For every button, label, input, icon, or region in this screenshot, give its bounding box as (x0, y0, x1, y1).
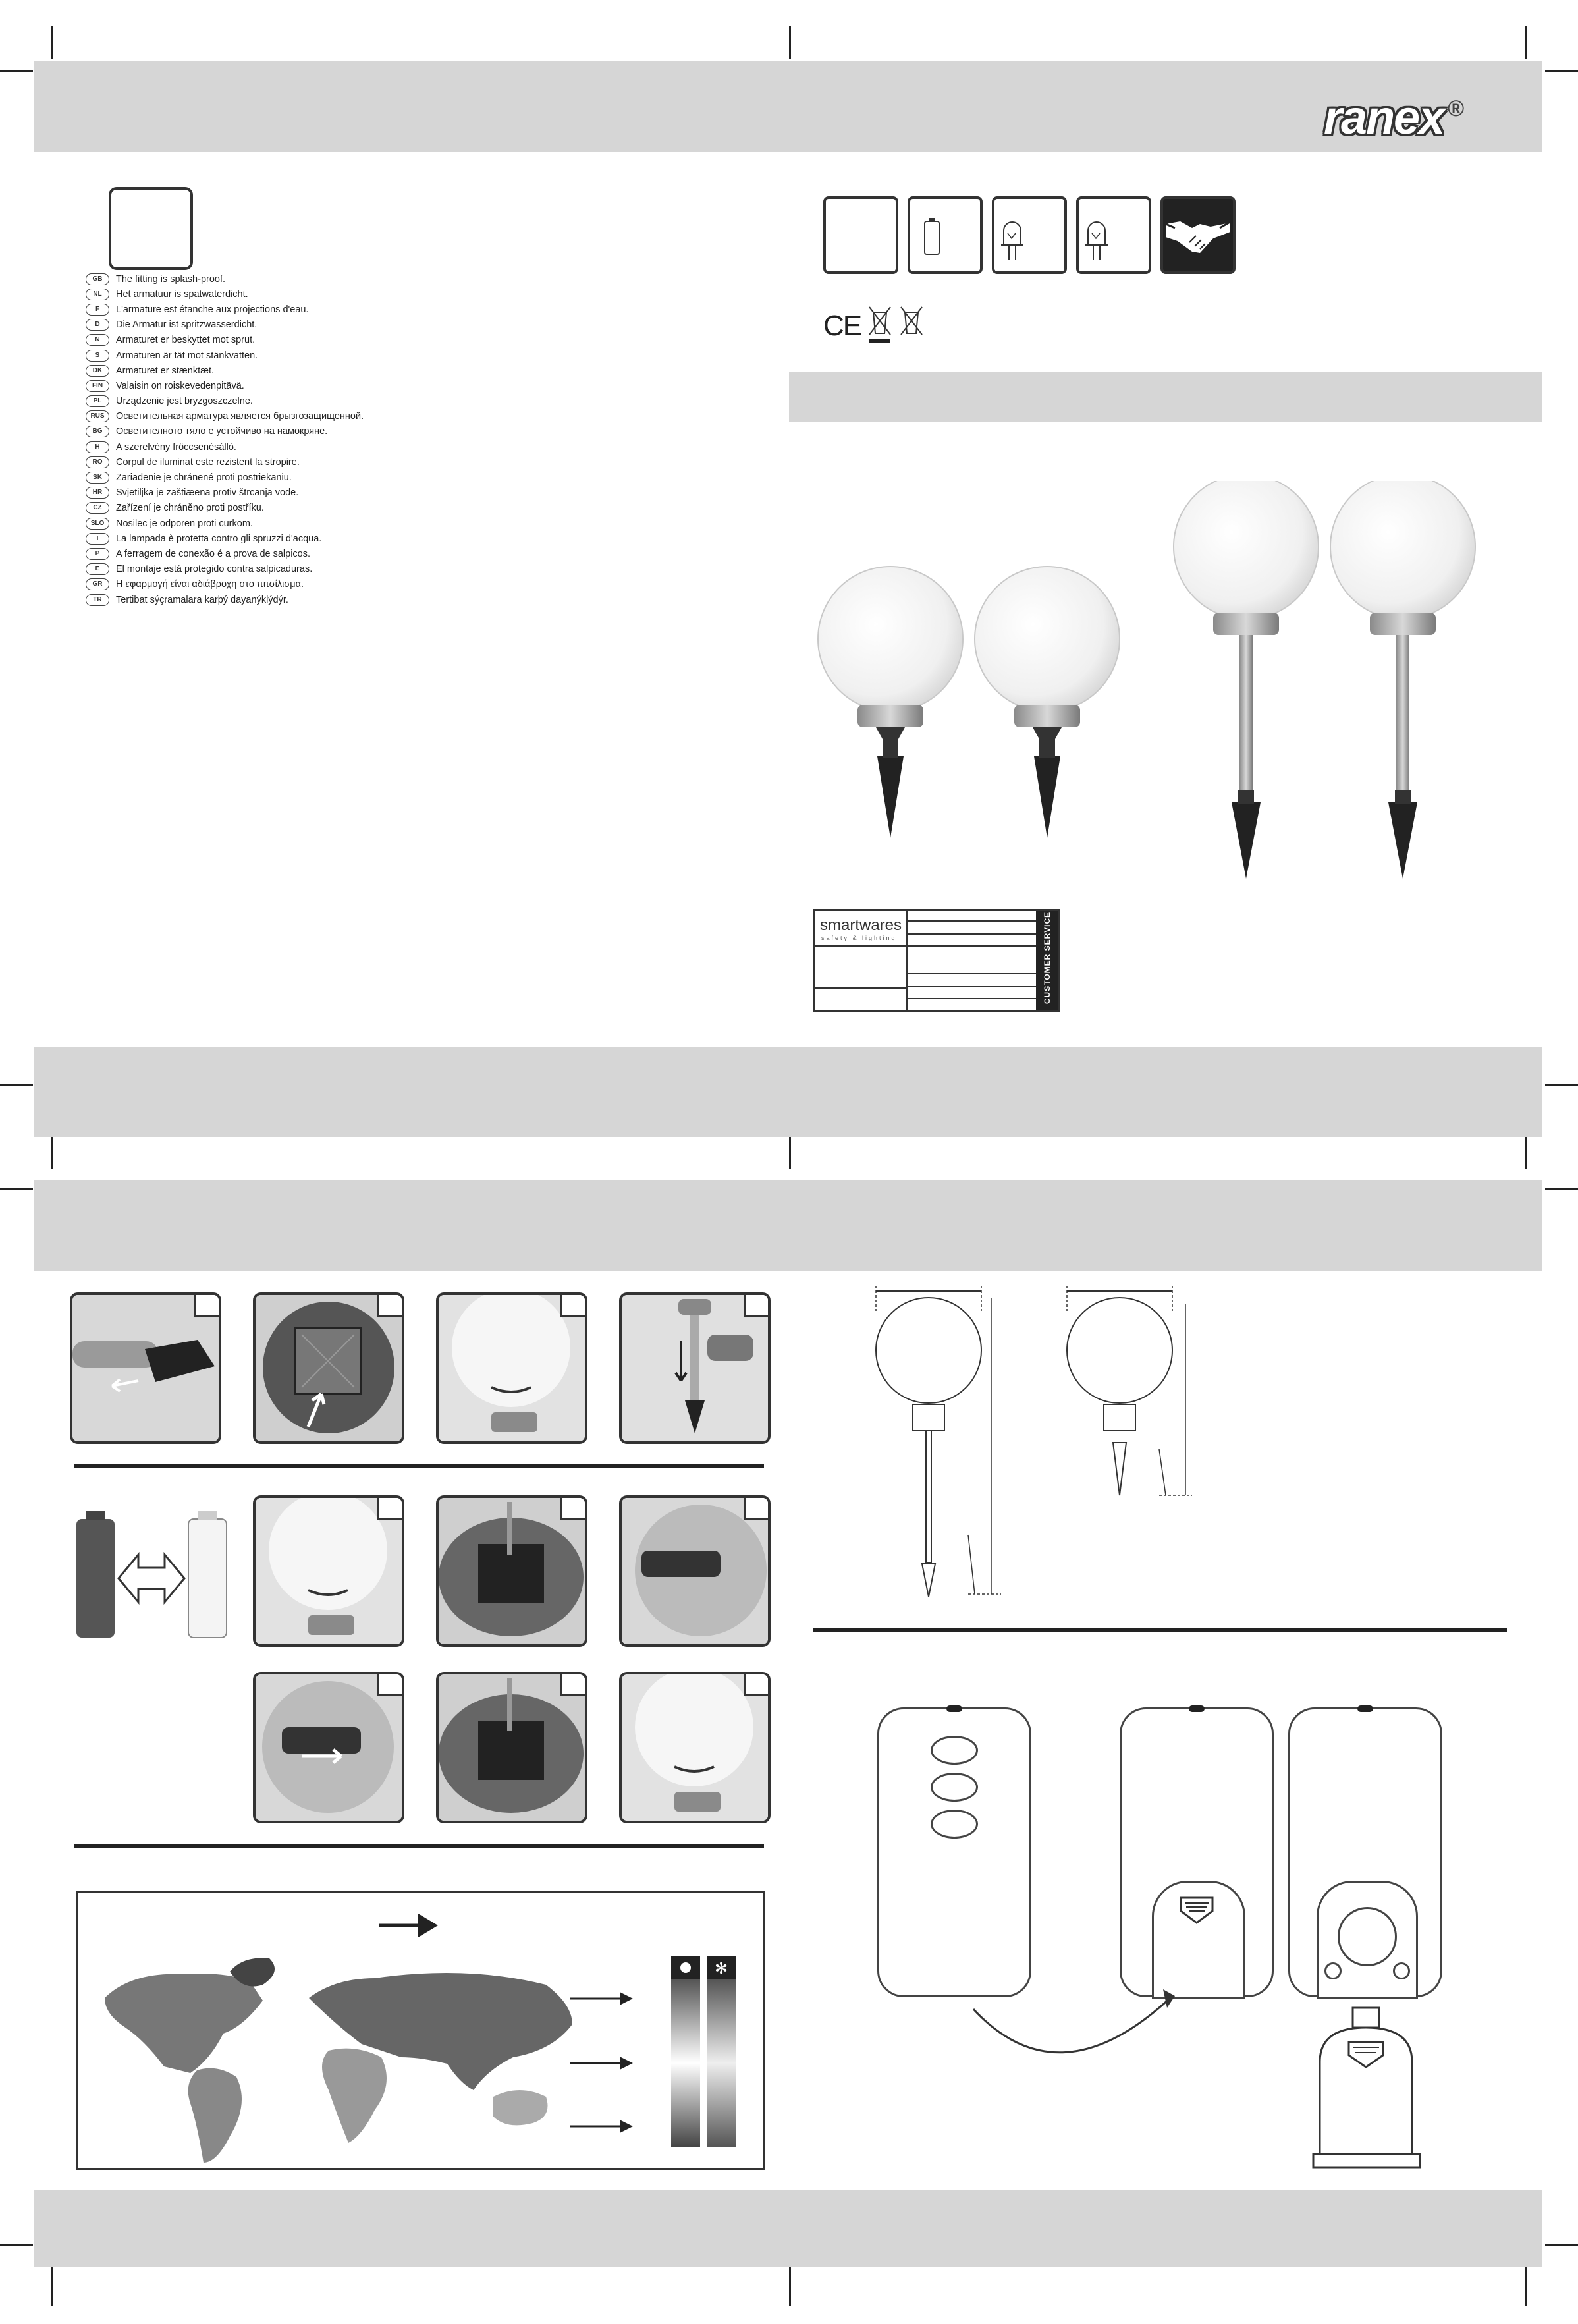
dimension-drawing-short-lamp (1060, 1285, 1205, 1508)
handshake-icon-box (1160, 196, 1236, 274)
language-text: El montaje está protegido contra salpicaduras. (116, 564, 313, 575)
customer-service-card (813, 909, 1060, 1012)
globe-lamp-tall (1174, 481, 1319, 879)
arrow-icon (568, 2053, 634, 2073)
language-text: Het armatuur is spatwaterdicht. (116, 289, 248, 300)
language-row (86, 363, 678, 378)
step-number-box (377, 1295, 402, 1317)
language-code-badge: DK (86, 365, 109, 377)
language-row (86, 318, 678, 333)
language-code-badge: FIN (86, 380, 109, 392)
middle-band-upper (34, 1047, 1542, 1137)
language-text: Armaturen är tät mot stänkvatten. (116, 350, 258, 361)
crop-mark (789, 1137, 791, 1169)
crop-mark (0, 2244, 33, 2246)
step-panel-insert-plug (70, 1292, 221, 1444)
section-header-band (789, 372, 1542, 422)
language-code-badge: BG (86, 426, 109, 437)
step-number-box (744, 1295, 768, 1317)
step-number-box (744, 1674, 768, 1696)
language-text: Svjetiljka je zaštiæena protiv štrcanja vode. (116, 487, 299, 499)
globe-lamp-short (975, 567, 1120, 838)
remote-control-front (877, 1707, 1031, 1997)
led-icon (1079, 199, 1149, 271)
language-code-badge: HR (86, 487, 109, 499)
language-row (86, 439, 678, 455)
language-code-badge: SLO (86, 518, 109, 530)
globe-lamp-tall (1330, 481, 1475, 879)
language-row (86, 592, 678, 607)
remote-button (931, 1736, 978, 1765)
climate-bars (670, 1956, 742, 2147)
language-row (86, 516, 678, 531)
language-row (86, 501, 678, 516)
step-number-box (744, 1498, 768, 1520)
language-text: Valaisin on roiskevedenpitävä. (116, 380, 244, 391)
step-panel-attach-globe (436, 1292, 587, 1444)
language-code-badge: F (86, 304, 109, 316)
section-divider (74, 1844, 764, 1848)
language-text: Nosilec je odporen proti curkom. (116, 518, 253, 529)
step-panel-screw-cover (436, 1672, 587, 1823)
language-row (86, 577, 678, 592)
language-text: Corpul de iluminat este rezistent la stropire. (116, 456, 300, 468)
language-text: Zariadenie je chránené proti postriekaniu. (116, 472, 292, 484)
section-divider (813, 1628, 1507, 1632)
crop-mark (789, 26, 791, 59)
language-text: Urządzenie jest bryzgoszczelne. (116, 396, 253, 407)
step-panel-refit-globe (619, 1672, 771, 1823)
language-text: The fitting is splash-proof. (116, 273, 226, 285)
language-text: A szerelvény fröccsenésálló. (116, 441, 236, 453)
svg-text:✻: ✻ (714, 1959, 728, 1978)
language-code-badge: SK (86, 472, 109, 484)
step-panel-unscrew-cover (436, 1495, 587, 1647)
remote-button (931, 1773, 978, 1802)
language-code-badge: RUS (86, 410, 109, 422)
language-text: Zařízení je chráněno proti postříku. (116, 503, 264, 514)
language-row (86, 287, 678, 302)
remote-control-back (1120, 1707, 1274, 1997)
crop-mark (51, 1137, 53, 1169)
step-number-box (560, 1295, 585, 1317)
crop-mark (51, 2266, 53, 2306)
language-row (86, 531, 678, 546)
weee-bin-icon (898, 304, 925, 337)
weee-bin-icon (867, 304, 893, 344)
dimension-drawing-tall-lamp (869, 1285, 1014, 1601)
arrow-icon (568, 2116, 634, 2136)
language-row (86, 424, 678, 439)
remote-control-opened (1288, 1707, 1442, 1997)
crop-mark (1545, 1188, 1578, 1190)
language-code-badge: I (86, 533, 109, 545)
world-map (85, 1925, 651, 2163)
language-text: La lampada è protetta contro gli spruzzi d'acqua. (116, 533, 322, 544)
header-band (34, 61, 1542, 152)
crop-mark (789, 2266, 791, 2306)
solar-panel-icon-box (823, 196, 898, 274)
crop-mark (51, 26, 53, 59)
led-icon-box (992, 196, 1067, 274)
step-panel-insert-battery (253, 1672, 404, 1823)
battery-replace-illustration (72, 1506, 237, 1644)
step-panel-insert-stake (619, 1292, 771, 1444)
coin-cell-battery (1338, 1907, 1397, 1966)
crop-mark (0, 1084, 33, 1086)
language-row (86, 562, 678, 577)
step-panel-solar-switch (253, 1292, 404, 1444)
language-row (86, 394, 678, 409)
language-text: Η εφαρμογή είναι αδιάβροχη στο πιτσίλισμα. (116, 579, 304, 590)
language-row (86, 470, 678, 485)
led-icon (994, 199, 1064, 271)
product-image-globe-lamps (817, 481, 1502, 889)
language-code-badge: CZ (86, 502, 109, 514)
language-text: Осветительная арматура является брызгозащищенной. (116, 411, 364, 422)
battery-cover-detached (1311, 2005, 1423, 2170)
ranex-logo: ranex ® (1324, 92, 1463, 144)
customer-service-label: CUSTOMER SERVICE (1043, 911, 1052, 1005)
language-row (86, 302, 678, 317)
language-text: A ferragem de conexão é a prova de salpicos. (116, 548, 311, 559)
crop-mark (1525, 2266, 1527, 2306)
language-code-badge: P (86, 548, 109, 560)
step-number-box (377, 1674, 402, 1696)
smartwares-logo: smartwares (820, 916, 902, 934)
globe-lamp-short (818, 567, 963, 838)
language-code-badge: N (86, 334, 109, 346)
smartwares-tagline: safety & lighting (821, 935, 897, 941)
language-text: Tertibat sýçramalara karþý dayanýklýdýr. (116, 594, 288, 605)
crop-mark (0, 70, 33, 72)
crop-mark (1545, 1084, 1578, 1086)
splash-proof-symbol-box (109, 187, 193, 270)
language-code-badge: TR (86, 594, 109, 606)
language-code-badge: GR (86, 578, 109, 590)
step-panel-remove-globe (253, 1495, 404, 1647)
language-text: L'armature est étanche aux projections d'eau. (116, 304, 309, 315)
language-text: Осветителното тяло е устойчиво на намокряне. (116, 426, 328, 437)
ce-mark: CE (823, 310, 861, 342)
language-code-badge: PL (86, 395, 109, 407)
splash-proof-language-list (86, 271, 678, 607)
language-code-badge: NL (86, 289, 109, 300)
cover-latch-icon (1177, 1894, 1216, 1927)
handshake-icon (1163, 199, 1233, 271)
curved-arrow-icon (968, 1989, 1192, 2068)
crop-mark (1525, 26, 1527, 59)
language-row (86, 333, 678, 348)
crop-mark (1545, 2244, 1578, 2246)
world-map-box (76, 1891, 765, 2170)
arrow-icon (568, 1989, 634, 2008)
step-number-box (377, 1498, 402, 1520)
step-number-box (560, 1498, 585, 1520)
language-row (86, 348, 678, 363)
language-text: Armaturet er stænktæt. (116, 365, 215, 376)
language-row (86, 271, 678, 287)
language-text: Die Armatur ist spritzwasserdicht. (116, 319, 258, 331)
language-code-badge: S (86, 350, 109, 362)
language-code-badge: GB (86, 273, 109, 285)
led-icon-box (1076, 196, 1151, 274)
language-row (86, 409, 678, 424)
crop-mark (0, 1188, 33, 1190)
crop-mark (1525, 1137, 1527, 1169)
language-text: Armaturet er beskyttet mot sprut. (116, 335, 256, 346)
battery-icon (910, 199, 980, 271)
section-divider (74, 1464, 764, 1468)
step-number-box (194, 1295, 219, 1317)
middle-band-lower (34, 1180, 1542, 1271)
step-panel-remove-battery (619, 1495, 771, 1647)
language-row (86, 546, 678, 561)
language-code-badge: D (86, 319, 109, 331)
language-code-badge: RO (86, 456, 109, 468)
language-row (86, 378, 678, 393)
footer-band (34, 2190, 1542, 2267)
screw-icon (1393, 1962, 1410, 1979)
screw-icon (1324, 1962, 1342, 1979)
language-row (86, 455, 678, 470)
step-number-box (560, 1674, 585, 1696)
language-row (86, 485, 678, 501)
crop-mark (1545, 70, 1578, 72)
remote-button (931, 1810, 978, 1839)
language-code-badge: E (86, 563, 109, 575)
battery-icon-box (908, 196, 983, 274)
language-code-badge: H (86, 441, 109, 453)
